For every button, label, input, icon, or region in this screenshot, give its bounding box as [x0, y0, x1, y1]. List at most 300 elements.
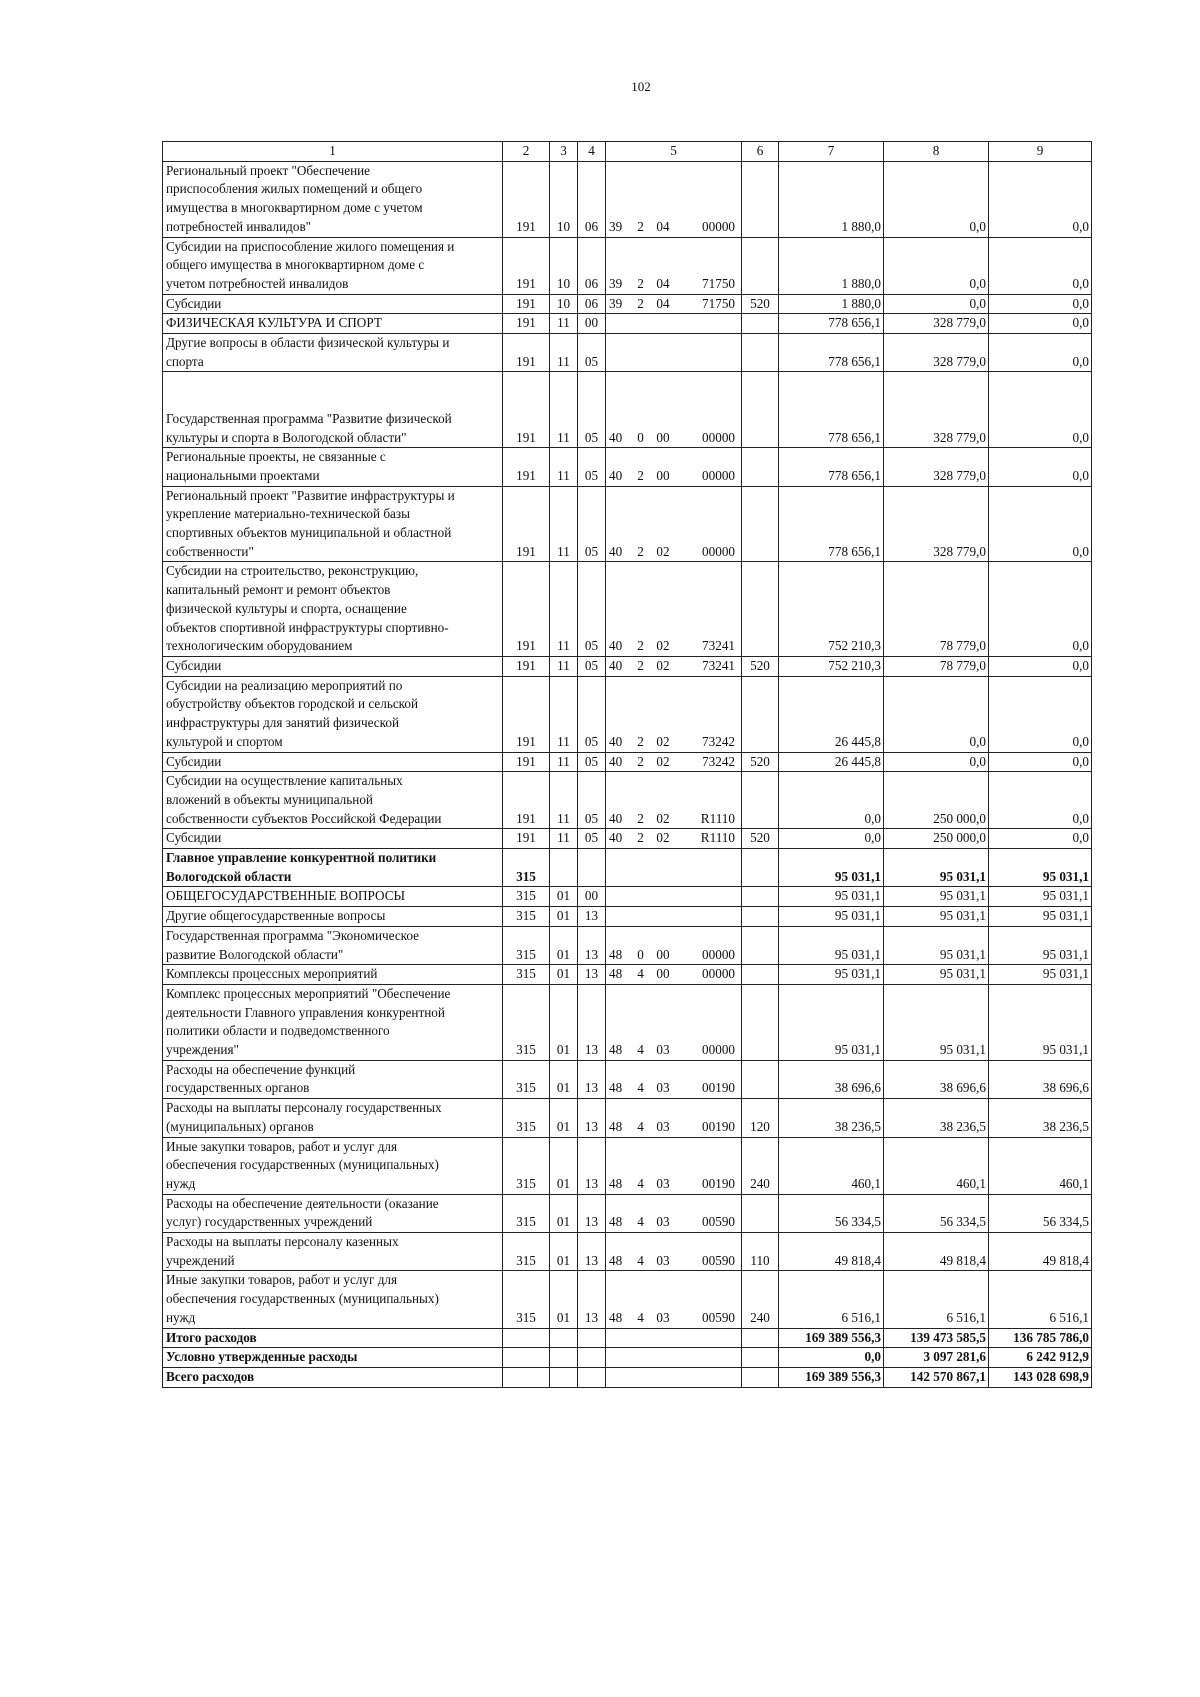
- code-part: 03: [656, 1175, 670, 1191]
- table-row: [163, 334, 1092, 372]
- table-row: [163, 676, 1092, 752]
- cell-col-6: [742, 1328, 779, 1348]
- code-part: 04: [656, 218, 670, 234]
- code-part: 02: [656, 753, 670, 769]
- code-part: 00000: [702, 946, 735, 962]
- row-description: [163, 161, 503, 237]
- code-part: 40: [609, 733, 623, 749]
- code-group: [606, 753, 741, 772]
- cell-col-6: [742, 562, 779, 657]
- cell-col-4: 13: [578, 1099, 606, 1137]
- cell-col-3: 11: [550, 314, 578, 334]
- code-part: 00000: [702, 429, 735, 445]
- cell-col-9: 95 031,1: [989, 907, 1092, 927]
- description-line: Вологодской области: [166, 868, 292, 884]
- code-part: 48: [609, 1042, 623, 1058]
- cell-col-7: 0,0: [779, 772, 884, 829]
- code-group: [606, 1041, 741, 1060]
- code-group: [606, 275, 741, 294]
- header-cell: 1: [163, 142, 503, 162]
- code-part: 02: [656, 638, 670, 654]
- code-part: 48: [609, 1080, 623, 1096]
- cell-col-4: 13: [578, 1194, 606, 1232]
- cell-col-8: 95 031,1: [884, 887, 989, 907]
- description-line: Субсидии на строительство, реконструкцию,: [166, 563, 419, 579]
- cell-col-9: 38 236,5: [989, 1099, 1092, 1137]
- cell-col-9: 0,0: [989, 372, 1092, 448]
- row-description: [163, 926, 503, 964]
- cell-col-8: 95 031,1: [884, 926, 989, 964]
- cell-col-9: 143 028 698,9: [989, 1368, 1092, 1388]
- table-row: [163, 161, 1092, 237]
- table-row: [163, 926, 1092, 964]
- cell-col-3: 01: [550, 926, 578, 964]
- cell-col-5: [606, 1060, 742, 1098]
- description-line: Государственная программа "Экономическое: [166, 927, 420, 943]
- code-part: 00: [656, 429, 670, 445]
- cell-col-6: 520: [742, 752, 779, 772]
- code-group: [606, 733, 741, 752]
- cell-col-5: [606, 372, 742, 448]
- cell-col-7: 49 818,4: [779, 1233, 884, 1271]
- cell-col-2: 191: [503, 448, 550, 486]
- cell-col-4: [578, 1368, 606, 1388]
- code-group: [606, 1213, 741, 1232]
- description-line: Комплексы процессных мероприятий: [166, 966, 378, 982]
- cell-col-6: [742, 314, 779, 334]
- cell-col-4: 06: [578, 294, 606, 314]
- code-part: 02: [656, 657, 670, 673]
- table-row: [163, 372, 1092, 448]
- code-part: 04: [656, 275, 670, 291]
- code-part: 0: [637, 946, 644, 962]
- description-line: обеспечения государственных (муниципальных): [166, 1291, 439, 1307]
- cell-col-7: 778 656,1: [779, 314, 884, 334]
- code-part: 73242: [702, 753, 735, 769]
- code-part: 02: [656, 810, 670, 826]
- cell-col-9: 0,0: [989, 486, 1092, 562]
- cell-col-4: 13: [578, 1271, 606, 1328]
- cell-col-8: 0,0: [884, 752, 989, 772]
- code-part: 2: [637, 218, 644, 234]
- cell-col-9: 0,0: [989, 237, 1092, 294]
- cell-col-8: 0,0: [884, 161, 989, 237]
- cell-col-5: [606, 161, 742, 237]
- description-line: культурой и спортом: [166, 733, 283, 749]
- row-description: [163, 237, 503, 294]
- description-line: (муниципальных) органов: [166, 1118, 314, 1134]
- description-line: Другие общегосударственные вопросы: [166, 908, 386, 924]
- cell-col-3: 01: [550, 1271, 578, 1328]
- cell-col-5: [606, 237, 742, 294]
- cell-col-5: [606, 676, 742, 752]
- code-part: 4: [637, 1080, 644, 1096]
- cell-col-3: 10: [550, 237, 578, 294]
- code-group: [606, 543, 741, 562]
- cell-col-8: 56 334,5: [884, 1194, 989, 1232]
- cell-col-7: 0,0: [779, 1348, 884, 1368]
- cell-col-8: 49 818,4: [884, 1233, 989, 1271]
- cell-col-4: 05: [578, 772, 606, 829]
- cell-col-3: 11: [550, 676, 578, 752]
- cell-col-3: [550, 1348, 578, 1368]
- description-line: инфраструктуры для занятий физической: [166, 715, 400, 731]
- description-line: обеспечения государственных (муниципальных): [166, 1157, 439, 1173]
- cell-col-3: [550, 849, 578, 887]
- cell-col-5: [606, 1368, 742, 1388]
- description-line: нужд: [166, 1309, 196, 1325]
- cell-col-8: 328 779,0: [884, 334, 989, 372]
- code-part: 2: [637, 830, 644, 846]
- row-description: [163, 1099, 503, 1137]
- cell-col-6: [742, 887, 779, 907]
- cell-col-8: 0,0: [884, 237, 989, 294]
- row-description: [163, 676, 503, 752]
- header-cell: 9: [989, 142, 1092, 162]
- code-group: [606, 1252, 741, 1271]
- description-line: общего имущества в многоквартирном доме с: [166, 257, 425, 273]
- cell-col-5: [606, 926, 742, 964]
- cell-col-9: 38 696,6: [989, 1060, 1092, 1098]
- description-line: спортивных объектов муниципальной и областной: [166, 525, 452, 541]
- cell-col-3: 01: [550, 965, 578, 985]
- cell-col-4: 05: [578, 486, 606, 562]
- code-group: [606, 965, 741, 984]
- table-row: [163, 1328, 1092, 1348]
- cell-col-8: 38 696,6: [884, 1060, 989, 1098]
- cell-col-6: 240: [742, 1271, 779, 1328]
- row-description: [163, 829, 503, 849]
- cell-col-5: [606, 314, 742, 334]
- description-line: ОБЩЕГОСУДАРСТВЕННЫЕ ВОПРОСЫ: [166, 888, 405, 904]
- table-row: [163, 486, 1092, 562]
- cell-col-7: 38 236,5: [779, 1099, 884, 1137]
- description-line: учреждения": [166, 1042, 239, 1058]
- description-line: [166, 391, 499, 410]
- cell-col-3: 01: [550, 984, 578, 1060]
- cell-col-2: 315: [503, 907, 550, 927]
- row-description: [163, 656, 503, 676]
- cell-col-8: 250 000,0: [884, 829, 989, 849]
- cell-col-8: 328 779,0: [884, 372, 989, 448]
- row-description: [163, 334, 503, 372]
- cell-col-2: 315: [503, 1137, 550, 1194]
- cell-col-3: 11: [550, 752, 578, 772]
- code-part: 40: [609, 467, 623, 483]
- code-part: 4: [637, 1214, 644, 1230]
- description-line: Региональный проект "Развитие инфраструктуры и: [166, 487, 455, 503]
- code-part: 4: [637, 1252, 644, 1268]
- cell-col-5: [606, 656, 742, 676]
- cell-col-4: 06: [578, 237, 606, 294]
- code-part: 00000: [702, 218, 735, 234]
- cell-col-2: 191: [503, 334, 550, 372]
- cell-col-2: [503, 1348, 550, 1368]
- cell-col-2: 191: [503, 486, 550, 562]
- cell-col-9: 0,0: [989, 294, 1092, 314]
- code-part: 03: [656, 1309, 670, 1325]
- cell-col-7: 0,0: [779, 829, 884, 849]
- description-line: нужд: [166, 1175, 196, 1191]
- cell-col-9: 56 334,5: [989, 1194, 1092, 1232]
- code-part: 48: [609, 966, 623, 982]
- cell-col-6: [742, 907, 779, 927]
- cell-col-7: 6 516,1: [779, 1271, 884, 1328]
- row-description: [163, 752, 503, 772]
- cell-col-7: 778 656,1: [779, 334, 884, 372]
- cell-col-2: 315: [503, 887, 550, 907]
- cell-col-6: [742, 1348, 779, 1368]
- description-line: Расходы на выплаты персоналу казенных: [166, 1234, 399, 1250]
- description-line: Итого расходов: [166, 1329, 257, 1345]
- cell-col-3: 11: [550, 372, 578, 448]
- cell-col-4: [578, 849, 606, 887]
- code-part: R1110: [700, 810, 735, 826]
- code-part: 40: [609, 830, 623, 846]
- code-part: 2: [637, 295, 644, 311]
- cell-col-5: [606, 486, 742, 562]
- table-row: [163, 1099, 1092, 1137]
- cell-col-3: 01: [550, 1137, 578, 1194]
- table-row: [163, 1368, 1092, 1388]
- table-row: [163, 1194, 1092, 1232]
- description-line: собственности субъектов Российской Федерации: [166, 810, 442, 826]
- cell-col-8: 95 031,1: [884, 849, 989, 887]
- row-description: [163, 486, 503, 562]
- code-group: [606, 829, 741, 848]
- description-line: капитальный ремонт и ремонт объектов: [166, 582, 391, 598]
- table-row: [163, 772, 1092, 829]
- code-part: 48: [609, 1214, 623, 1230]
- description-line: Субсидии: [166, 830, 222, 846]
- cell-col-9: 95 031,1: [989, 984, 1092, 1060]
- description-line: услуг) государственных учреждений: [166, 1214, 373, 1230]
- code-part: 2: [637, 275, 644, 291]
- cell-col-3: 11: [550, 829, 578, 849]
- description-line: [166, 372, 499, 391]
- code-part: 00190: [702, 1175, 735, 1191]
- description-line: Всего расходов: [166, 1369, 255, 1384]
- code-part: 2: [637, 638, 644, 654]
- cell-col-3: 11: [550, 772, 578, 829]
- cell-col-6: [742, 486, 779, 562]
- row-description: [163, 772, 503, 829]
- cell-col-4: 05: [578, 372, 606, 448]
- cell-col-6: [742, 772, 779, 829]
- header-cell: 6: [742, 142, 779, 162]
- description-line: учреждений: [166, 1252, 235, 1268]
- row-description: [163, 907, 503, 927]
- code-part: 4: [637, 1175, 644, 1191]
- code-part: 48: [609, 946, 623, 962]
- cell-col-2: [503, 1368, 550, 1388]
- cell-col-5: [606, 448, 742, 486]
- description-line: физической культуры и спорта, оснащение: [166, 600, 407, 616]
- cell-col-2: 315: [503, 1194, 550, 1232]
- cell-col-9: 49 818,4: [989, 1233, 1092, 1271]
- cell-col-7: 26 445,8: [779, 676, 884, 752]
- cell-col-7: 95 031,1: [779, 926, 884, 964]
- code-part: 00190: [702, 1080, 735, 1096]
- code-part: 00590: [702, 1309, 735, 1325]
- cell-col-2: 191: [503, 829, 550, 849]
- cell-col-9: 0,0: [989, 656, 1092, 676]
- cell-col-7: 95 031,1: [779, 849, 884, 887]
- cell-col-2: 191: [503, 161, 550, 237]
- code-part: R1110: [700, 830, 735, 846]
- row-description: [163, 1328, 503, 1348]
- description-line: спорта: [166, 353, 204, 369]
- table-row: [163, 1271, 1092, 1328]
- code-group: [606, 657, 741, 676]
- cell-col-2: 191: [503, 752, 550, 772]
- description-line: учетом потребностей инвалидов: [166, 275, 349, 291]
- cell-col-5: [606, 984, 742, 1060]
- cell-col-5: [606, 562, 742, 657]
- row-description: [163, 372, 503, 448]
- cell-col-8: 95 031,1: [884, 984, 989, 1060]
- cell-col-2: 315: [503, 1099, 550, 1137]
- cell-col-6: 520: [742, 294, 779, 314]
- cell-col-3: 01: [550, 907, 578, 927]
- description-line: Комплекс процессных мероприятий "Обеспечение: [166, 985, 451, 1001]
- code-part: 0: [637, 429, 644, 445]
- description-line: вложений в объекты муниципальной: [166, 791, 373, 807]
- cell-col-6: 520: [742, 656, 779, 676]
- row-description: [163, 1271, 503, 1328]
- row-description: [163, 1233, 503, 1271]
- code-group: [606, 946, 741, 965]
- row-description: [163, 1368, 503, 1388]
- cell-col-8: 38 236,5: [884, 1099, 989, 1137]
- cell-col-9: 6 516,1: [989, 1271, 1092, 1328]
- cell-col-8: 328 779,0: [884, 486, 989, 562]
- code-part: 73241: [702, 638, 735, 654]
- header-cell: 3: [550, 142, 578, 162]
- code-part: 2: [637, 733, 644, 749]
- description-line: Региональные проекты, не связанные с: [166, 449, 386, 465]
- header-cell: 7: [779, 142, 884, 162]
- cell-col-8: 95 031,1: [884, 965, 989, 985]
- table-row: [163, 1348, 1092, 1368]
- cell-col-7: 95 031,1: [779, 965, 884, 985]
- cell-col-8: 95 031,1: [884, 907, 989, 927]
- code-part: 02: [656, 543, 670, 559]
- cell-col-6: [742, 237, 779, 294]
- cell-col-8: 139 473 585,5: [884, 1328, 989, 1348]
- cell-col-7: 752 210,3: [779, 656, 884, 676]
- cell-col-5: [606, 752, 742, 772]
- code-part: 2: [637, 543, 644, 559]
- cell-col-6: [742, 984, 779, 1060]
- cell-col-9: 95 031,1: [989, 926, 1092, 964]
- table-row: [163, 562, 1092, 657]
- description-line: Субсидии: [166, 657, 222, 673]
- cell-col-7: 169 389 556,3: [779, 1328, 884, 1348]
- description-line: Главное управление конкурентной политики: [166, 850, 437, 866]
- cell-col-3: 10: [550, 161, 578, 237]
- cell-col-4: 05: [578, 562, 606, 657]
- cell-col-6: 240: [742, 1137, 779, 1194]
- row-description: [163, 294, 503, 314]
- table-row: [163, 314, 1092, 334]
- cell-col-7: 169 389 556,3: [779, 1368, 884, 1388]
- cell-col-5: [606, 907, 742, 927]
- cell-col-5: [606, 965, 742, 985]
- cell-col-2: 315: [503, 965, 550, 985]
- cell-col-6: [742, 849, 779, 887]
- code-part: 40: [609, 543, 623, 559]
- code-part: 40: [609, 657, 623, 673]
- code-part: 73241: [702, 657, 735, 673]
- description-line: Субсидии: [166, 295, 222, 311]
- cell-col-3: 11: [550, 486, 578, 562]
- cell-col-2: 191: [503, 562, 550, 657]
- cell-col-5: [606, 849, 742, 887]
- cell-col-7: 778 656,1: [779, 448, 884, 486]
- cell-col-9: 95 031,1: [989, 965, 1092, 985]
- cell-col-8: 6 516,1: [884, 1271, 989, 1328]
- cell-col-2: 315: [503, 1271, 550, 1328]
- code-part: 48: [609, 1118, 623, 1134]
- cell-col-6: [742, 926, 779, 964]
- cell-col-2: 191: [503, 294, 550, 314]
- description-line: Региональный проект "Обеспечение: [166, 162, 371, 178]
- code-part: 71750: [702, 275, 735, 291]
- cell-col-9: 460,1: [989, 1137, 1092, 1194]
- table-row: [163, 1060, 1092, 1098]
- code-part: 73242: [702, 733, 735, 749]
- table-row: [163, 849, 1092, 887]
- code-part: 48: [609, 1175, 623, 1191]
- code-part: 40: [609, 429, 623, 445]
- description-line: Условно утвержденные расходы: [166, 1349, 358, 1365]
- description-line: Субсидии на реализацию мероприятий по: [166, 677, 403, 693]
- cell-col-4: 05: [578, 656, 606, 676]
- cell-col-4: 13: [578, 907, 606, 927]
- cell-col-7: 95 031,1: [779, 907, 884, 927]
- cell-col-3: 10: [550, 294, 578, 314]
- cell-col-9: 0,0: [989, 334, 1092, 372]
- code-group: [606, 637, 741, 656]
- cell-col-9: 95 031,1: [989, 887, 1092, 907]
- cell-col-7: 95 031,1: [779, 984, 884, 1060]
- cell-col-3: 01: [550, 1099, 578, 1137]
- table-row: [163, 294, 1092, 314]
- cell-col-7: 1 880,0: [779, 237, 884, 294]
- cell-col-7: 752 210,3: [779, 562, 884, 657]
- table-row: [163, 237, 1092, 294]
- cell-col-2: 315: [503, 1233, 550, 1271]
- table-row: [163, 984, 1092, 1060]
- description-line: приспособления жилых помещений и общего: [166, 181, 423, 197]
- budget-table: [162, 141, 1092, 1388]
- code-part: 00000: [702, 543, 735, 559]
- code-part: 00590: [702, 1252, 735, 1268]
- cell-col-4: 13: [578, 1060, 606, 1098]
- table-row: [163, 656, 1092, 676]
- header-cell: 2: [503, 142, 550, 162]
- cell-col-8: 0,0: [884, 294, 989, 314]
- cell-col-7: 778 656,1: [779, 486, 884, 562]
- code-group: [606, 1175, 741, 1194]
- cell-col-6: 120: [742, 1099, 779, 1137]
- cell-col-9: 0,0: [989, 772, 1092, 829]
- cell-col-5: [606, 1194, 742, 1232]
- code-part: 40: [609, 810, 623, 826]
- cell-col-4: 00: [578, 887, 606, 907]
- cell-col-9: 0,0: [989, 676, 1092, 752]
